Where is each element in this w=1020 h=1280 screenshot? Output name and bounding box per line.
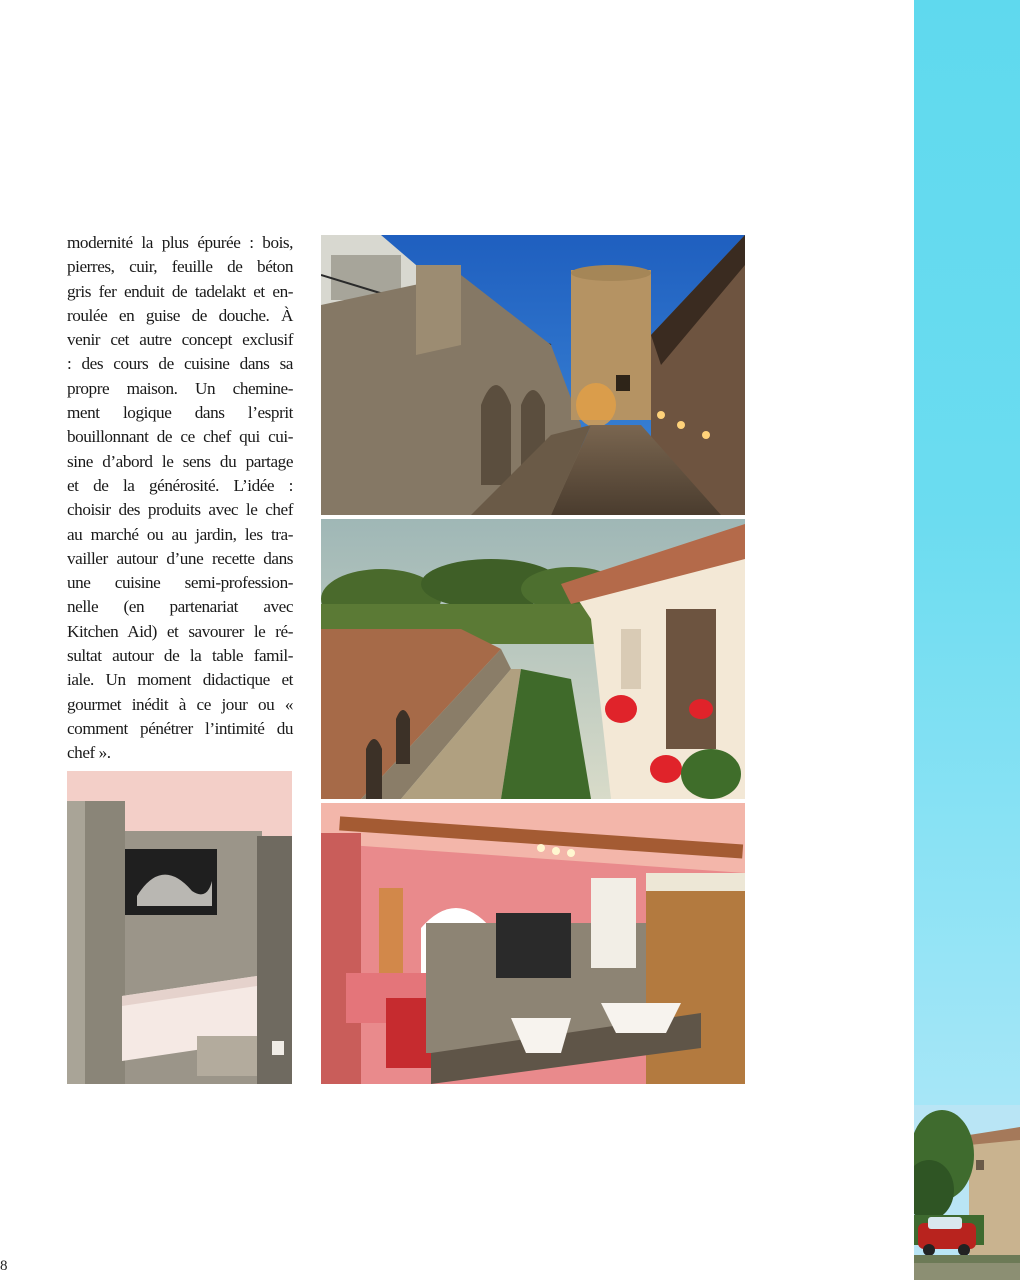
article-line: une cuisine semi-profession- xyxy=(67,573,293,593)
article-line: roulée en guise de douche. À xyxy=(67,305,293,325)
article-line: venir cet autre concept exclusif xyxy=(67,330,293,350)
article-line: sultat autour de la table famil- xyxy=(67,646,293,666)
article-line: chef ». xyxy=(67,743,111,763)
cyan-sidebar xyxy=(914,0,1020,1280)
article-line: choisir des produits avec le chef xyxy=(67,500,293,520)
article-line: Kitchen Aid) et savourer le ré- xyxy=(67,621,293,641)
article-line: modernité la plus épurée : bois, xyxy=(67,233,293,252)
article-line: bouillonnant de ce chef qui cui- xyxy=(67,427,293,447)
article-line: nelle (en partenariat avec xyxy=(67,597,293,617)
article-line: au marché ou au jardin, les tra- xyxy=(67,524,293,544)
photo-grey-bathtub xyxy=(67,771,292,1084)
article-line: gourmet inédit à ce jour ou « xyxy=(67,694,293,714)
article-text xyxy=(67,231,293,766)
page-number: 8 xyxy=(0,1258,8,1274)
photo-stone-alley-tower xyxy=(321,235,745,515)
article-line: : des cours de cuisine dans sa xyxy=(67,354,293,374)
article-line: vailler autour d’une recette dans xyxy=(67,548,293,568)
photo-bathroom-basins xyxy=(321,803,745,1084)
article-line: pierres, cuir, feuille de béton xyxy=(67,257,293,277)
photo-terrace-roofs xyxy=(321,519,745,799)
article-line: iale. Un moment didactique et xyxy=(67,670,293,690)
sidebar-photo-village-car xyxy=(914,1105,1020,1280)
article-line: sine d’abord le sens du partage xyxy=(67,451,293,471)
article-line: et de la générosité. L’idée : xyxy=(67,475,293,495)
article-line: gris fer enduit de tadelakt et en- xyxy=(67,281,293,301)
article-line: comment pénétrer l’intimité du xyxy=(67,718,293,738)
article-line: ment logique dans l’esprit xyxy=(67,403,293,423)
article-line: propre maison. Un chemine- xyxy=(67,378,293,398)
